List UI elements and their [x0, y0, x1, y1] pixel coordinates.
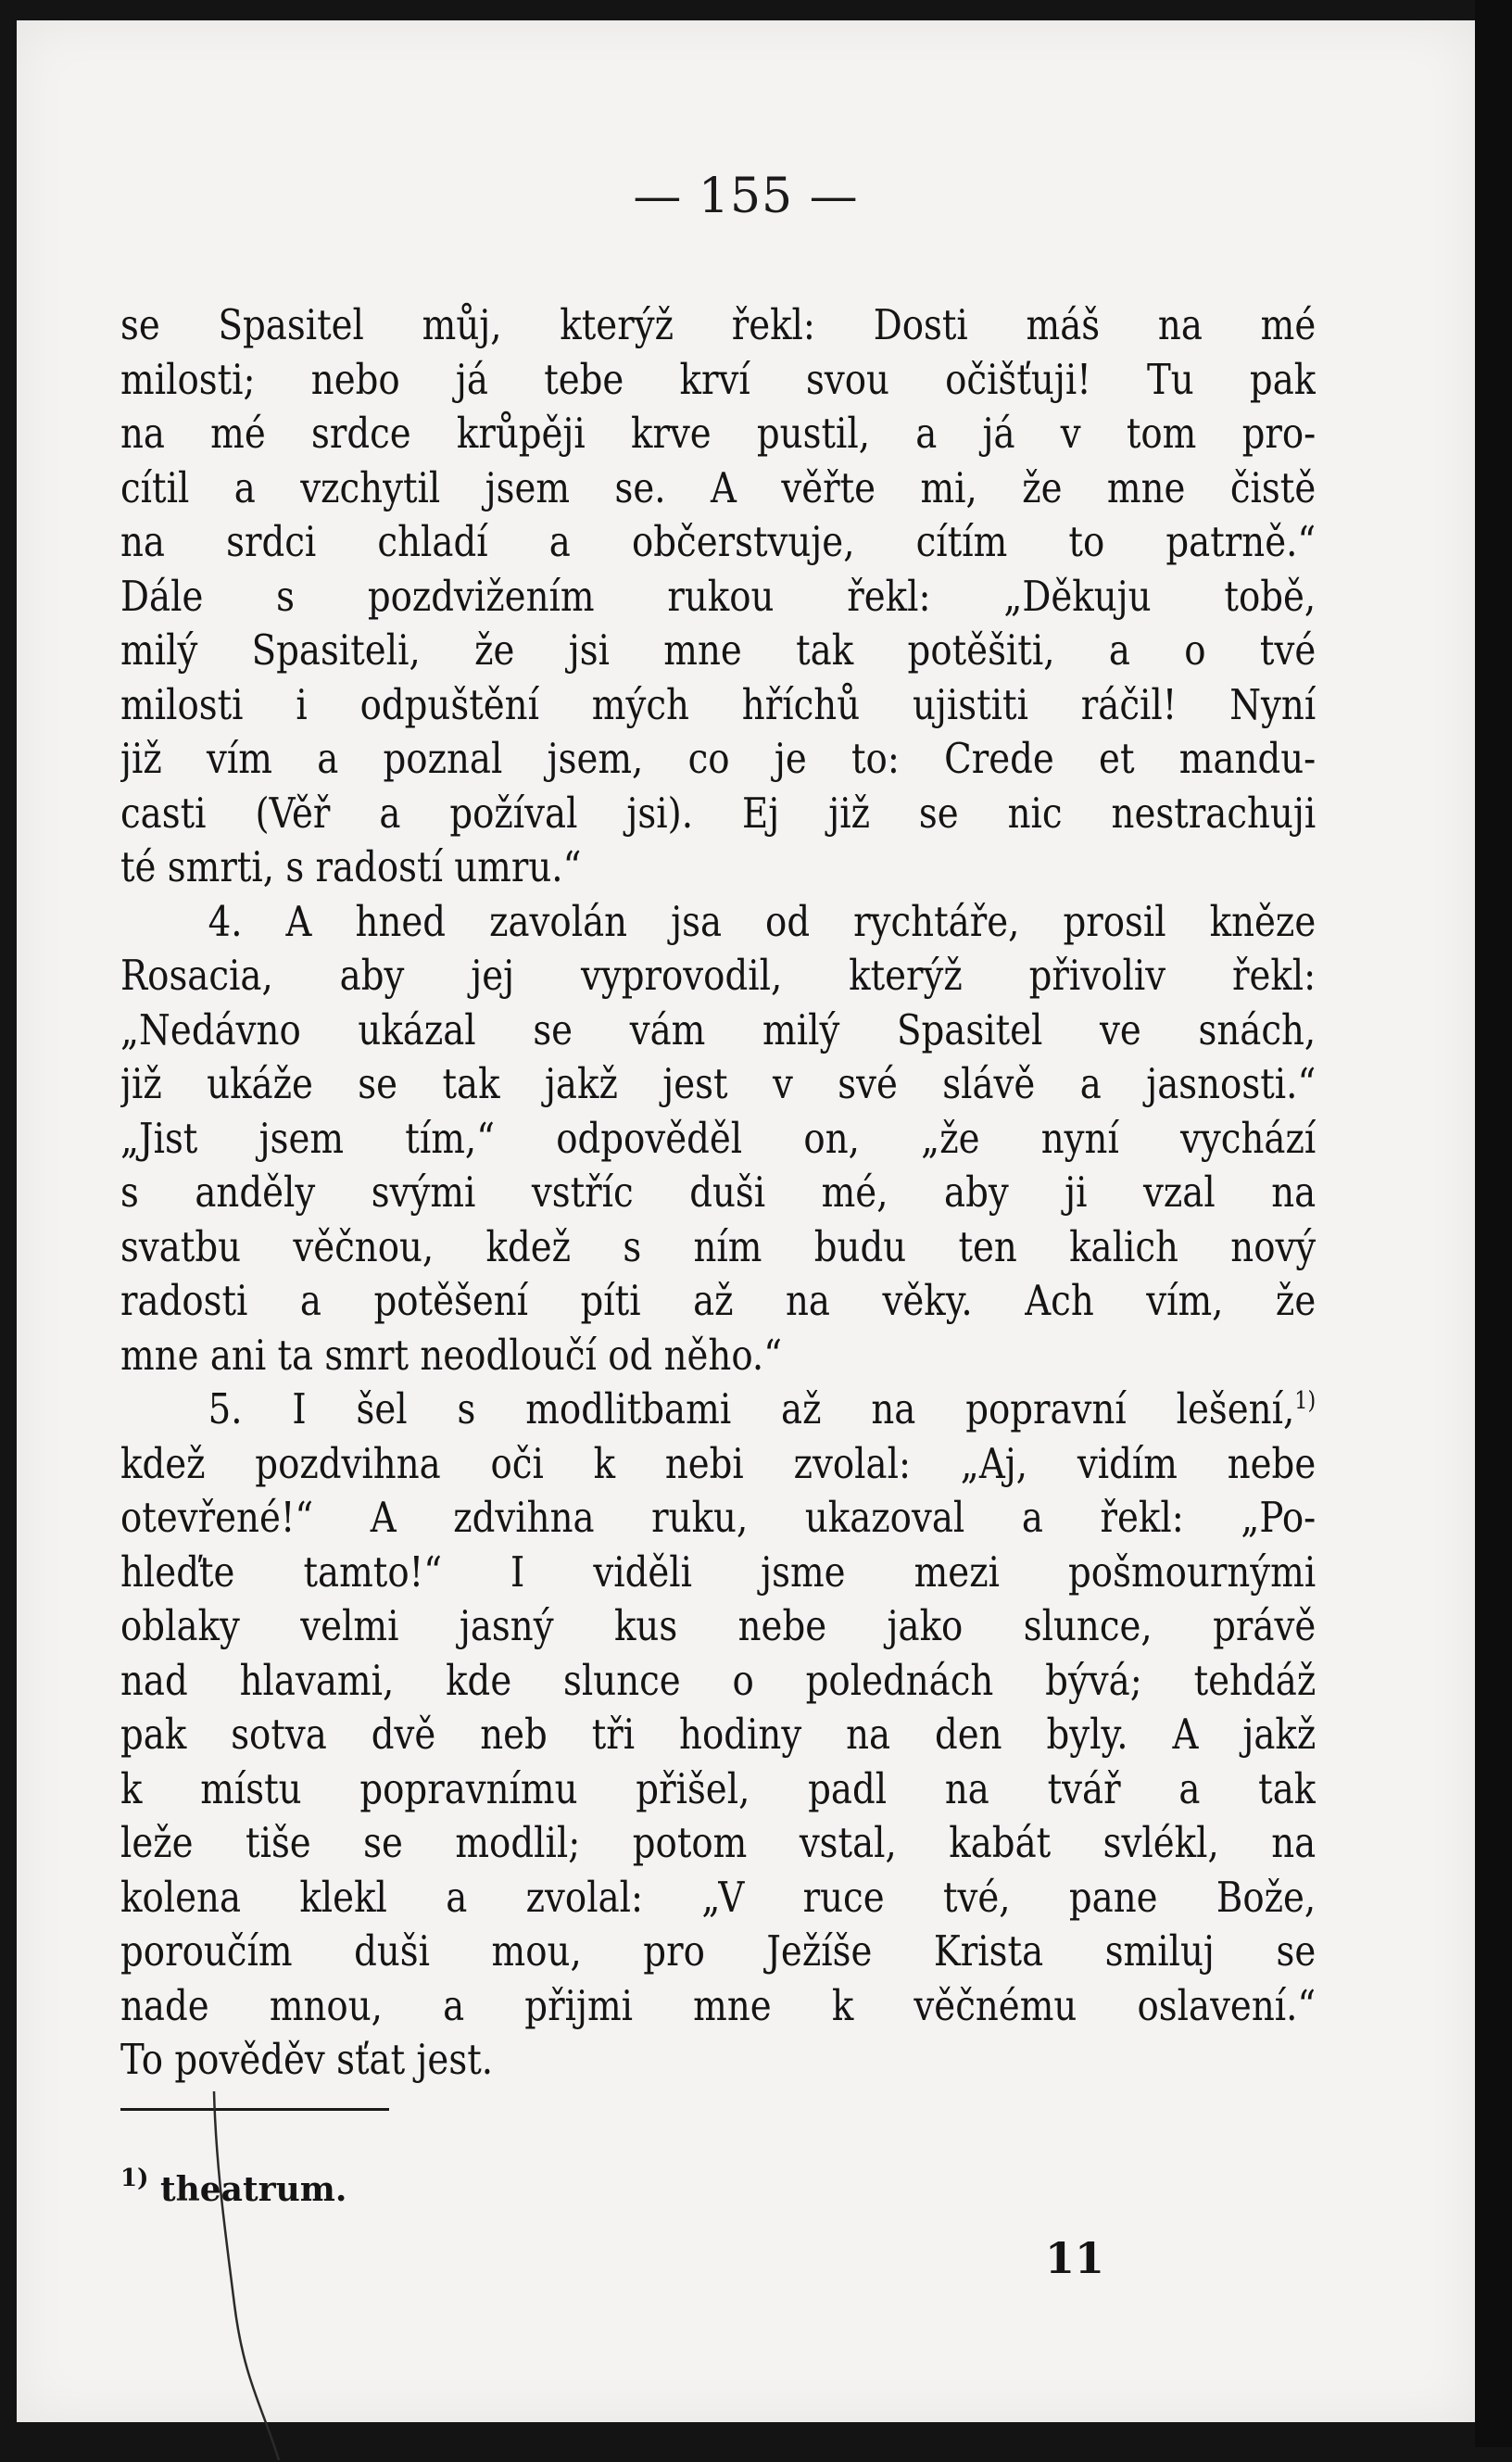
text-line: oblaky velmi jasný kus nebe jako slunce, právě: [120, 1601, 1317, 1650]
text-line: Rosacia, aby jej vyprovodil, kterýž přivoliv řekl:: [120, 951, 1317, 1000]
text-line: kdež pozdvihna oči k nebi zvolal: „Aj, vidím nebe: [120, 1438, 1317, 1488]
text-line: „Jist jsem tím,“ odpověděl on, „že nyní vychází: [120, 1113, 1317, 1163]
footnote-text: theatrum.: [159, 2170, 347, 2209]
text-line: na srdci chladí a občerstvuje, cítím to patrně.“: [120, 517, 1317, 566]
text-line: milý Spasiteli, že jsi mne tak potěšiti, a o tvé: [120, 625, 1317, 675]
text-line: Dále s pozdvižením rukou řekl: „Děkuju tobě,: [120, 571, 1317, 621]
text-line: hleďte tamto!“ I viděli jsme mezi pošmournými: [120, 1547, 1317, 1597]
text-line: kolena klekl a zvolal: „V ruce tvé, pane Bože,: [120, 1872, 1317, 1922]
pencil-scratch-mark: [207, 2091, 290, 2462]
text-line: 4. A hned zavolán jsa od rychtáře, prosil kněze: [208, 896, 1317, 946]
text-line: radosti a potěšení píti až na věky. Ach vím, že: [120, 1276, 1317, 1325]
text-line: casti (Věř a požíval jsi). Ej již se nic nestrachuji: [120, 788, 1317, 838]
signature-mark: 11: [1045, 2233, 1105, 2283]
text-line: pak sotva dvě neb tři hodiny na den byly. A jakž: [120, 1710, 1317, 1759]
text-line: k místu popravnímu přišel, padl na tvář a tak: [120, 1763, 1317, 1813]
text-line-content: 5. I šel s modlitbami až na popravní lešení,: [208, 1384, 1295, 1433]
footnote-marker: 1): [120, 2165, 149, 2192]
body-text: [120, 298, 1316, 2088]
text-line: leže tiše se modlil; potom vstal, kabát svlékl, na: [120, 1818, 1317, 1867]
text-line: již vím a poznal jsem, co je to: Crede et mandu-: [120, 734, 1317, 783]
book-page: [17, 20, 1475, 2422]
text-line: svatbu věčnou, kdež s ním budu ten kalich nový: [120, 1221, 1317, 1271]
footnote-reference: 1): [1294, 1387, 1317, 1415]
text-line: mne ani ta smrt neodloučí od něho.“: [120, 1330, 783, 1380]
text-line: To pověděv sťat jest.: [120, 2035, 494, 2084]
text-line: s anděly svými vstříc duši mé, aby ji vzal na: [120, 1168, 1317, 1217]
page-number: — 155 —: [633, 169, 859, 224]
text-line: cítil a vzchytil jsem se. A věřte mi, že mne čistě: [120, 462, 1317, 512]
scan-edge: [1475, 0, 1512, 2447]
text-line: již ukáže se tak jakž jest v své slávě a jasnosti.“: [120, 1059, 1317, 1108]
text-line: té smrti, s radostí umru.“: [120, 842, 582, 891]
text-line: milosti; nebo já tebe krví svou očišťuji! Tu pak: [120, 354, 1317, 404]
text-line: nade mnou, a přijmi mne k věčnému oslavení.“: [120, 1980, 1317, 2030]
text-line: otevřené!“ A zdvihna ruku, ukazoval a řekl: „Po-: [120, 1493, 1317, 1542]
text-line: [120, 1383, 1316, 1437]
text-line: se Spasitel můj, kterýž řekl: Dosti máš na mé: [120, 300, 1317, 349]
text-line: na mé srdce krůpěji krve pustil, a já v tom pro-: [120, 409, 1317, 458]
text-line: poroučím duši mou, pro Ježíše Krista smiluj se: [120, 1926, 1317, 1976]
text-line: nad hlavami, kde slunce o polednách bývá; tehdáž: [120, 1655, 1317, 1705]
text-line: „Nedávno ukázal se vám milý Spasitel ve snách,: [120, 1004, 1317, 1054]
text-line: milosti i odpuštění mých hříchů ujistiti ráčil! Nyní: [120, 679, 1317, 729]
